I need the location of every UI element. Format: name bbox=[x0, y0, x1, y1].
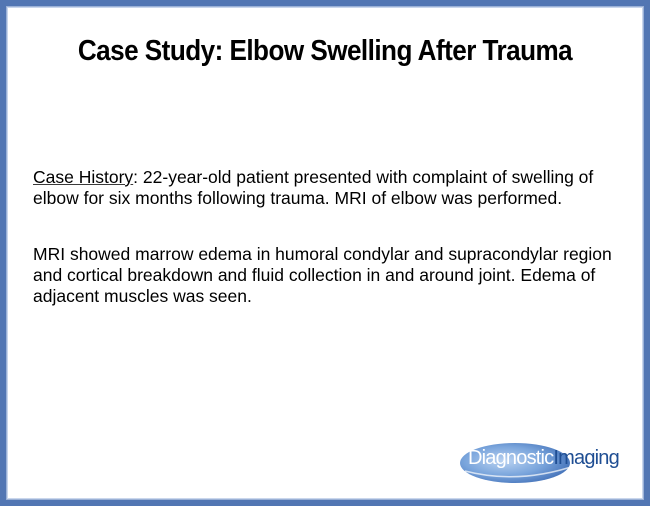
slide-content-area bbox=[6, 6, 644, 500]
case-history-label: Case History bbox=[33, 167, 134, 187]
findings-paragraph: MRI showed marrow edema in humoral condylar and supracondylar region and cortical breakdown and fluid collection in and around joint. Edema of adjacent muscles was seen. bbox=[33, 244, 612, 306]
case-history-text: : 22-year-old patient presented with complaint of swelling of elbow for six months following trauma. MRI of elbow was performed. bbox=[33, 167, 594, 208]
logo-text-imaging: Imaging bbox=[553, 447, 619, 469]
logo-text-diagnostic: Diagnostic bbox=[468, 447, 554, 469]
diagnostic-imaging-logo bbox=[459, 441, 629, 485]
slide-body bbox=[33, 167, 623, 342]
slide-title: Case Study: Elbow Swelling After Trauma bbox=[77, 35, 573, 67]
case-history-paragraph bbox=[33, 167, 623, 209]
logo-text bbox=[468, 447, 619, 470]
